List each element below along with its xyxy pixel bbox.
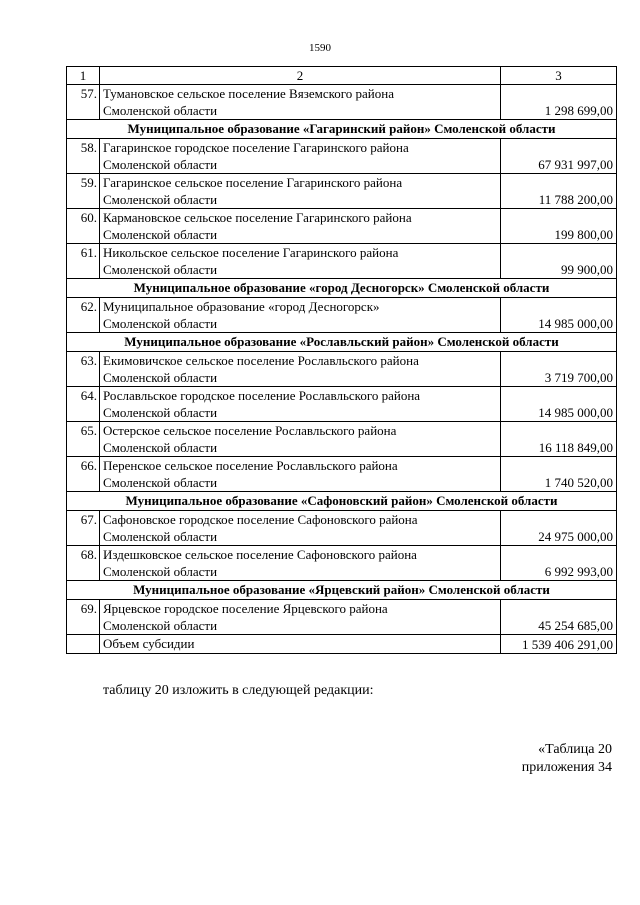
table-row [67,209,617,244]
header-col-2: 2 [100,67,501,85]
row-number: 69. [67,600,100,635]
subsidy-amount: 24 975 000,00 [501,511,617,546]
subsidy-amount: 99 900,00 [501,244,617,279]
group-header-row [67,581,617,600]
table-row [67,352,617,387]
row-number: 60. [67,209,100,244]
group-header-row [67,120,617,139]
group-header-row [67,492,617,511]
subsidy-amount: 16 118 849,00 [501,422,617,457]
row-number: 67. [67,511,100,546]
subsidy-amount: 199 800,00 [501,209,617,244]
recipient-name-line-1: Перенское сельское поселение Рославльского района [103,458,398,473]
table-row [67,387,617,422]
header-col-1: 1 [67,67,100,85]
caption-line-2: приложения 34 [521,760,612,775]
subsidy-amount: 45 254 685,00 [501,600,617,635]
table-row [67,244,617,279]
subsidy-amount: 67 931 997,00 [501,139,617,174]
table-row [67,457,617,492]
total-num-cell [67,635,100,654]
recipient-name [100,209,501,244]
recipient-name [100,546,501,581]
recipient-name-line-1: Муниципальное образование «город Десногорск» [103,299,380,314]
group-title: Муниципальное образование «Рославльский район» Смоленской области [67,333,617,352]
recipient-name [100,85,501,120]
page-number: 1590 [309,42,331,54]
row-number: 61. [67,244,100,279]
recipient-name [100,422,501,457]
row-number: 59. [67,174,100,209]
row-number: 64. [67,387,100,422]
group-title: Муниципальное образование «Сафоновский район» Смоленской области [67,492,617,511]
recipient-name-line-2: Смоленской области [103,227,218,242]
recipient-name [100,298,501,333]
row-number: 68. [67,546,100,581]
subsidy-amount: 11 788 200,00 [501,174,617,209]
table-row [67,85,617,120]
subsidy-amount: 6 992 993,00 [501,546,617,581]
row-number: 63. [67,352,100,387]
recipient-name-line-2: Смоленской области [103,192,218,207]
recipient-name-line-1: Гагаринское сельское поселение Гагаринского района [103,175,403,190]
recipient-name-line-2: Смоленской области [103,529,218,544]
subsidy-amount: 1 740 520,00 [501,457,617,492]
recipient-name-line-1: Никольское сельское поселение Гагаринского района [103,245,399,260]
recipient-name-line-1: Тумановское сельское поселение Вяземского района [103,86,394,101]
recipient-name-line-2: Смоленской области [103,103,218,118]
recipient-name-line-2: Смоленской области [103,405,218,420]
caption-line-1: «Таблица 20 [538,742,612,757]
table-header-row [67,67,617,85]
recipient-name [100,511,501,546]
group-title: Муниципальное образование «город Десногорск» Смоленской области [67,279,617,298]
row-number: 62. [67,298,100,333]
table-row [67,174,617,209]
table-row [67,511,617,546]
recipient-name-line-2: Смоленской области [103,564,218,579]
group-header-row [67,333,617,352]
group-title: Муниципальное образование «Гагаринский район» Смоленской области [67,120,617,139]
recipient-name [100,244,501,279]
recipient-name-line-1: Сафоновское городское поселение Сафоновского района [103,512,418,527]
recipient-name [100,352,501,387]
subsidy-amount: 3 719 700,00 [501,352,617,387]
instruction-text: таблицу 20 изложить в следующей редакции: [103,683,374,698]
recipient-name-line-1: Екимовичское сельское поселение Рославльского района [103,353,419,368]
recipient-name-line-1: Остерское сельское поселение Рославльского района [103,423,397,438]
subsidy-amount: 14 985 000,00 [501,298,617,333]
recipient-name-line-1: Издешковское сельское поселение Сафоновского района [103,547,417,562]
recipient-name-line-2: Смоленской области [103,618,218,633]
table-row [67,546,617,581]
header-col-3: 3 [501,67,617,85]
recipient-name-line-2: Смоленской области [103,262,218,277]
table-row [67,422,617,457]
recipient-name-line-2: Смоленской области [103,440,218,455]
recipient-name [100,174,501,209]
recipient-name [100,600,501,635]
row-number: 65. [67,422,100,457]
table-row [67,600,617,635]
subsidy-amount: 1 298 699,00 [501,85,617,120]
recipient-name [100,387,501,422]
recipient-name-line-1: Рославльское городское поселение Рославльского района [103,388,421,403]
subsidy-table [66,66,617,654]
recipient-name-line-2: Смоленской области [103,316,218,331]
table-row [67,298,617,333]
subsidy-amount: 14 985 000,00 [501,387,617,422]
table-row [67,139,617,174]
total-row [67,635,617,654]
group-title: Муниципальное образование «Ярцевский район» Смоленской области [67,581,617,600]
table-caption [522,741,612,777]
row-number: 57. [67,85,100,120]
row-number: 66. [67,457,100,492]
recipient-name [100,457,501,492]
recipient-name-line-1: Кармановское сельское поселение Гагаринского района [103,210,412,225]
total-value: 1 539 406 291,00 [501,635,617,654]
recipient-name [100,139,501,174]
recipient-name-line-1: Ярцевское городское поселение Ярцевского района [103,601,388,616]
group-header-row [67,279,617,298]
row-number: 58. [67,139,100,174]
total-label: Объем субсидии [100,635,501,654]
recipient-name-line-1: Гагаринское городское поселение Гагаринского района [103,140,409,155]
recipient-name-line-2: Смоленской области [103,370,218,385]
recipient-name-line-2: Смоленской области [103,157,218,172]
recipient-name-line-2: Смоленской области [103,475,218,490]
